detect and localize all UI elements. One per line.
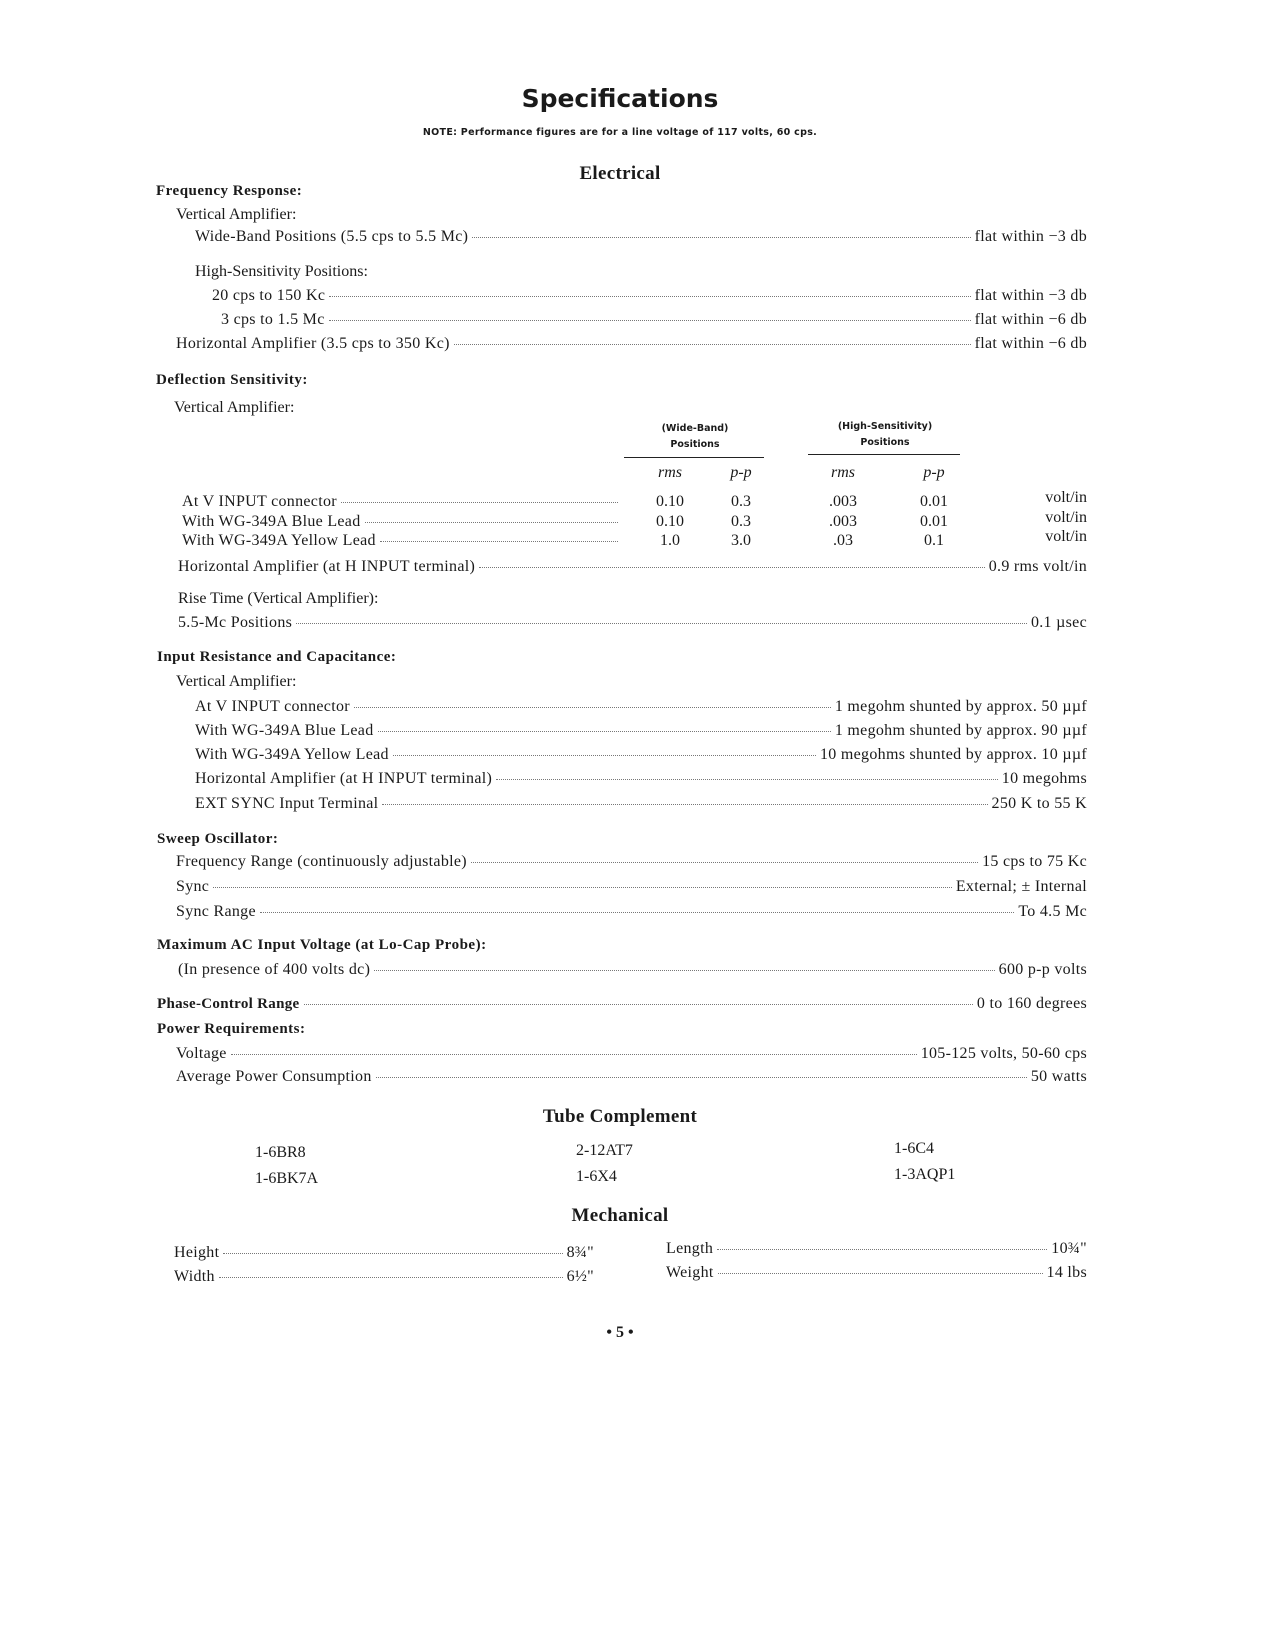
spec-row-input — [195, 698, 1087, 716]
spec-value: 10 megohms — [1001, 770, 1087, 787]
spec-label: 5.5-Mc Positions — [178, 614, 293, 631]
deflection-value: 0.01 — [920, 513, 948, 530]
deflection-value: 0.1 — [924, 532, 944, 549]
spec-label: Length — [666, 1240, 714, 1257]
leader-dots — [718, 1272, 1043, 1274]
spec-label: Horizontal Amplifier (3.5 cps to 350 Kc) — [176, 335, 450, 352]
tube-item: 1-6BR8 — [255, 1144, 306, 1161]
deflection-value: .003 — [829, 513, 857, 530]
spec-label: At V INPUT connector — [182, 493, 337, 510]
leader-dots — [219, 1276, 563, 1278]
spec-value: flat within −6 db — [974, 311, 1087, 328]
leader-dots — [329, 319, 971, 321]
deflection-unit: volt/in — [1045, 528, 1087, 545]
spec-label: Phase-Control Range — [157, 996, 300, 1012]
deflection-value: 1.0 — [660, 532, 680, 549]
spec-label: With WG-349A Yellow Lead — [195, 746, 389, 763]
spec-row-input — [195, 770, 1087, 788]
leader-dots — [304, 1003, 973, 1005]
spec-value: 105-125 volts, 50-60 cps — [920, 1045, 1087, 1062]
spec-value: flat within −6 db — [974, 335, 1087, 352]
performance-note: NOTE: Performance figures are for a line voltage of 117 volts, 60 cps. — [422, 127, 818, 138]
spec-row-horizontal — [176, 335, 1087, 353]
section-electrical: Electrical — [579, 163, 661, 184]
page-number: • 5 • — [606, 1324, 634, 1341]
spec-value: 10 megohms shunted by approx. 10 µµf — [820, 746, 1087, 763]
spec-value: External; ± Internal — [955, 878, 1087, 895]
spec-row-max-ac — [178, 961, 1087, 979]
spec-label: Horizontal Amplifier (at H INPUT terminal) — [178, 558, 476, 575]
deflection-value: 0.3 — [731, 493, 751, 510]
spec-value: 0.9 rms volt/in — [988, 558, 1087, 575]
spec-label: (In presence of 400 volts dc) — [178, 961, 371, 978]
spec-value: 1 megohm shunted by approx. 50 µµf — [834, 698, 1087, 715]
tube-item: 2-12AT7 — [576, 1142, 633, 1159]
spec-label: Wide-Band Positions (5.5 cps to 5.5 Mc) — [195, 228, 469, 245]
spec-label: Voltage — [176, 1045, 227, 1062]
spec-row-length — [666, 1240, 1087, 1258]
column-header-rms: rms — [830, 464, 855, 481]
leader-dots — [472, 236, 970, 238]
heading-sweep-oscillator: Sweep Oscillator: — [157, 831, 279, 847]
divider — [624, 457, 764, 458]
heading-frequency-response: Frequency Response: — [156, 183, 303, 199]
tube-item: 1-6C4 — [894, 1140, 934, 1157]
tube-item: 1-3AQP1 — [894, 1166, 956, 1183]
leader-dots — [231, 1053, 917, 1055]
spec-value: 600 p-p volts — [998, 961, 1087, 978]
label-vertical-amplifier: Vertical Amplifier: — [176, 673, 297, 690]
column-header-rms: rms — [657, 464, 682, 481]
spec-label: At V INPUT connector — [195, 698, 350, 715]
spec-value: flat within −3 db — [974, 228, 1087, 245]
column-header-pp: p-p — [730, 464, 752, 481]
tube-item: 1-6X4 — [576, 1168, 617, 1185]
leader-dots — [341, 501, 618, 503]
label-high-sensitivity: High-Sensitivity Positions: — [195, 263, 368, 280]
spec-row-sweep — [176, 878, 1087, 896]
leader-dots — [479, 566, 985, 568]
leader-dots — [382, 803, 987, 805]
leader-dots — [374, 969, 994, 971]
spec-label: With WG-349A Blue Lead — [182, 513, 361, 530]
leader-dots — [260, 911, 1014, 913]
spec-label: Frequency Range (continuously adjustable) — [176, 853, 467, 870]
spec-row-sweep — [176, 853, 1087, 871]
leader-dots — [717, 1248, 1047, 1250]
deflection-value: 3.0 — [731, 532, 751, 549]
leader-dots — [471, 861, 978, 863]
spec-label: Weight — [666, 1264, 714, 1281]
spec-label: EXT SYNC Input Terminal — [195, 795, 379, 812]
spec-value: 250 K to 55 K — [991, 795, 1087, 812]
spec-value: 6½" — [566, 1268, 594, 1285]
spec-row-input — [195, 746, 1087, 764]
label-rise-time: Rise Time (Vertical Amplifier): — [178, 590, 379, 607]
spec-row-input — [195, 722, 1087, 740]
spec-value: 1 megohm shunted by approx. 90 µµf — [834, 722, 1087, 739]
spec-value: To 4.5 Mc — [1018, 903, 1087, 920]
spec-label: Horizontal Amplifier (at H INPUT terminal) — [195, 770, 493, 787]
leader-dots — [296, 622, 1027, 624]
spec-value: 10¾" — [1051, 1240, 1087, 1257]
group-title: (Wide-Band) — [661, 423, 729, 434]
spec-value: 8¾" — [566, 1244, 594, 1261]
leader-dots — [376, 1076, 1027, 1078]
spec-label: Sync Range — [176, 903, 256, 920]
spec-value: 15 cps to 75 Kc — [982, 853, 1087, 870]
spec-row-weight — [666, 1264, 1087, 1282]
column-group-wide-band — [625, 421, 765, 453]
spec-row-sweep — [176, 903, 1087, 921]
deflection-value: .03 — [833, 532, 853, 549]
spec-value: 14 lbs — [1046, 1264, 1087, 1281]
heading-max-ac-input: Maximum AC Input Voltage (at Lo-Cap Probe): — [157, 937, 487, 953]
spec-label: Sync — [176, 878, 210, 895]
group-subtitle: Positions — [670, 439, 720, 450]
spec-row-power — [176, 1045, 1087, 1063]
deflection-unit: volt/in — [1045, 489, 1087, 506]
spec-row-height — [174, 1244, 594, 1262]
column-group-high-sensitivity — [810, 419, 960, 451]
label-vertical-amplifier: Vertical Amplifier: — [176, 206, 297, 223]
deflection-value: 0.10 — [656, 513, 684, 530]
spec-label: Average Power Consumption — [176, 1068, 372, 1085]
leader-dots — [329, 295, 970, 297]
leader-dots — [354, 706, 831, 708]
spec-row-phase-control — [157, 995, 1087, 1013]
spec-value: flat within −3 db — [974, 287, 1087, 304]
spec-row-width — [174, 1268, 594, 1286]
deflection-value: 0.01 — [920, 493, 948, 510]
spec-row-wide-band — [195, 228, 1087, 246]
deflection-value: 0.3 — [731, 513, 751, 530]
leader-dots — [378, 730, 831, 732]
group-title: (High-Sensitivity) — [837, 421, 933, 432]
group-subtitle: Positions — [860, 437, 910, 448]
leader-dots — [393, 754, 816, 756]
divider — [808, 454, 960, 455]
tube-item: 1-6BK7A — [255, 1170, 319, 1187]
spec-row-input — [195, 795, 1087, 813]
spec-row-power — [176, 1068, 1087, 1086]
deflection-row — [182, 493, 622, 511]
leader-dots — [223, 1252, 562, 1254]
leader-dots — [454, 343, 971, 345]
spec-label: Height — [174, 1244, 220, 1261]
spec-value: 0 to 160 degrees — [976, 995, 1087, 1012]
spec-value: 0.1 µsec — [1030, 614, 1087, 631]
page-title: Specifications — [521, 84, 719, 113]
spec-label: Width — [174, 1268, 215, 1285]
section-mechanical: Mechanical — [571, 1205, 669, 1226]
leader-dots — [213, 886, 952, 888]
spec-row-horizontal-deflection — [178, 558, 1087, 576]
spec-label: 20 cps to 150 Kc — [212, 287, 326, 304]
column-header-pp: p-p — [923, 464, 945, 481]
leader-dots — [380, 540, 618, 542]
deflection-row — [182, 532, 622, 550]
spec-row-hs2 — [221, 311, 1087, 329]
spec-value: 50 watts — [1030, 1068, 1087, 1085]
label-vertical-amplifier: Vertical Amplifier: — [174, 399, 295, 416]
deflection-value: .003 — [829, 493, 857, 510]
spec-label: 3 cps to 1.5 Mc — [221, 311, 325, 328]
leader-dots — [365, 521, 618, 523]
spec-label: With WG-349A Yellow Lead — [182, 532, 376, 549]
spec-row-hs1 — [212, 287, 1087, 305]
leader-dots — [496, 778, 998, 780]
spec-label: With WG-349A Blue Lead — [195, 722, 374, 739]
spec-row-rise-time — [178, 614, 1087, 632]
heading-deflection-sensitivity: Deflection Sensitivity: — [156, 372, 308, 388]
deflection-value: 0.10 — [656, 493, 684, 510]
deflection-unit: volt/in — [1045, 509, 1087, 526]
heading-power-requirements: Power Requirements: — [157, 1021, 306, 1037]
deflection-row — [182, 513, 622, 531]
section-tube-complement: Tube Complement — [542, 1106, 698, 1127]
heading-input-resistance: Input Resistance and Capacitance: — [157, 649, 397, 665]
